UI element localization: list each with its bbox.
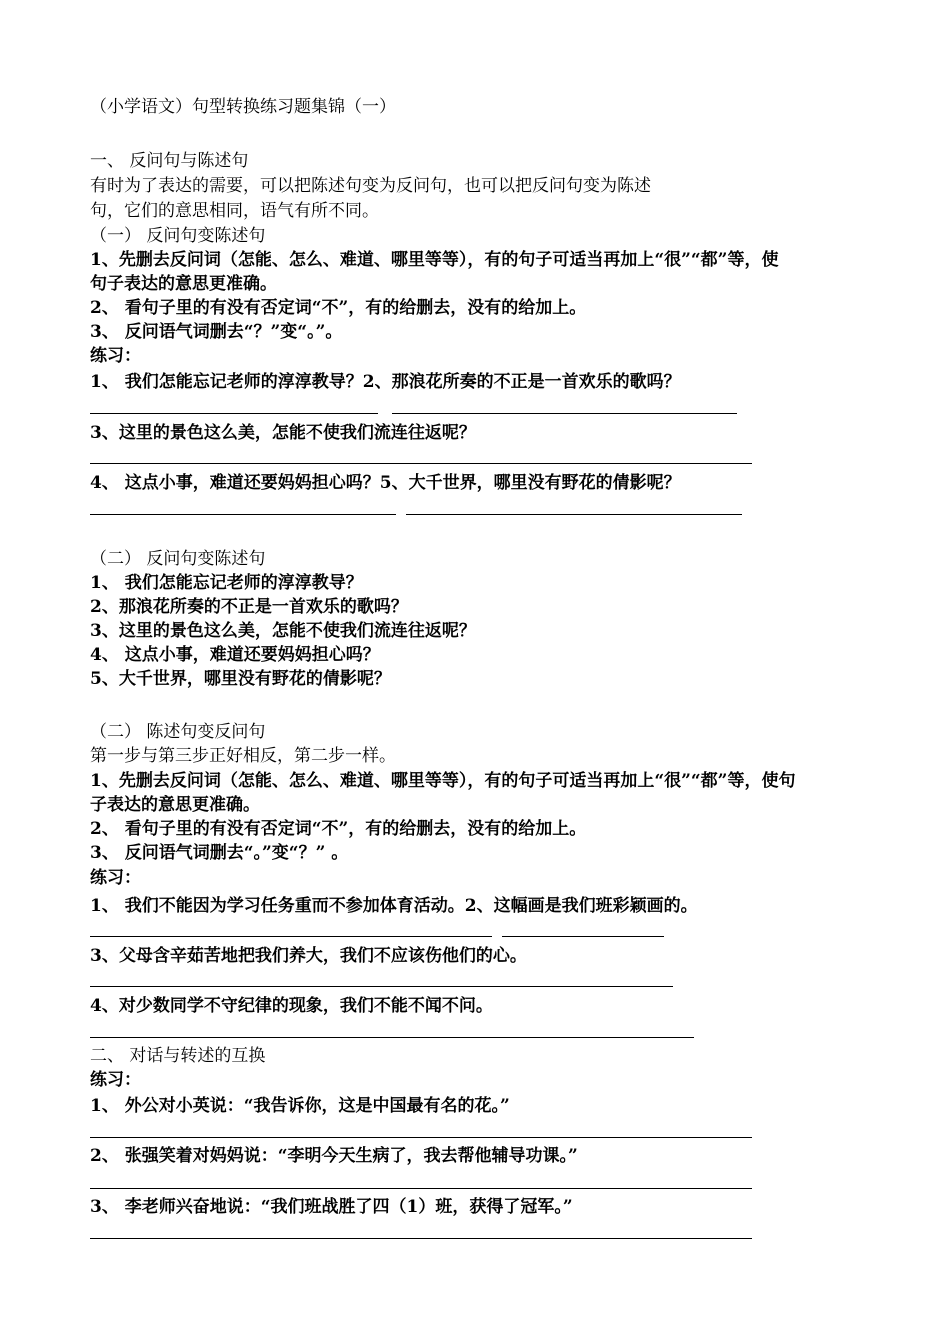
dialogue-exercise-1: 1、 外公对小英说：“我告诉你，这是中国最有名的花。”: [90, 1096, 510, 1116]
document-title: （小学语文）句型转换练习题集锦（一）: [90, 97, 396, 117]
answer-line: [406, 514, 742, 515]
practice-label: 练习：: [90, 868, 141, 888]
rule-2: 2、 看句子里的有没有否定词“不”，有的给删去，没有的给加上。: [90, 819, 587, 839]
dialogue-exercise-2: 2、 张强笑着对妈妈说：“李明今天生病了，我去帮他辅导功课。”: [90, 1146, 578, 1166]
intro-line-1: 有时为了表达的需要，可以把陈述句变为反问句，也可以把反问句变为陈述: [90, 176, 651, 196]
exercise-1-2: 1、 我们怎能忘记老师的淳淳教导？2、那浪花所奏的不正是一首欢乐的歌吗？: [90, 372, 681, 392]
rule-3: 3、 反问语气词删去“？”变“。”。: [90, 322, 343, 342]
exercise-4-5: 4、 这点小事，难道还要妈妈担心吗？5、大千世界，哪里没有野花的倩影呢？: [90, 473, 681, 493]
answer-line: [90, 413, 378, 414]
answer-line: [90, 1188, 752, 1189]
rule-2: 2、 看句子里的有没有否定词“不”，有的给删去，没有的给加上。: [90, 298, 587, 318]
subsection-2-heading: （二） 反问句变陈述句: [90, 549, 266, 569]
rule-1-line-2: 子表达的意思更准确。: [90, 795, 260, 815]
answer-line: [90, 1137, 752, 1138]
answer-line: [90, 986, 673, 987]
section-1-heading: 一、 反问句与陈述句: [90, 151, 249, 171]
answer-line: [90, 1238, 752, 1239]
step-note: 第一步与第三步正好相反，第二步一样。: [90, 746, 396, 766]
practice-label: 练习：: [90, 346, 141, 366]
rule-1-line-1: 1、先删去反问词（怎能、怎么、难道、哪里等等），有的句子可适当再加上“很”“都”等，使句: [90, 771, 796, 791]
list-item: 5、大千世界，哪里没有野花的倩影呢？: [90, 669, 391, 689]
dialogue-exercise-3: 3、 李老师兴奋地说：“我们班战胜了四（1）班，获得了冠军。”: [90, 1197, 573, 1217]
answer-line: [90, 514, 396, 515]
answer-line: [502, 936, 664, 937]
rule-3: 3、 反问语气词删去“。”变“？” 。: [90, 843, 349, 863]
exercise-3: 3、这里的景色这么美，怎能不使我们流连往返呢？: [90, 423, 476, 443]
list-item: 3、这里的景色这么美，怎能不使我们流连往返呢？: [90, 621, 476, 641]
list-item: 1、 我们怎能忘记老师的淳淳教导？: [90, 573, 363, 593]
answer-line: [90, 936, 492, 937]
list-item: 2、那浪花所奏的不正是一首欢乐的歌吗？: [90, 597, 408, 617]
answer-line: [90, 1037, 694, 1038]
rule-1-line-2: 句子表达的意思更准确。: [90, 274, 277, 294]
exercise-3: 3、父母含辛茹苦地把我们养大，我们不应该伤他们的心。: [90, 946, 527, 966]
answer-line: [392, 413, 737, 414]
exercise-4: 4、对少数同学不守纪律的现象，我们不能不闻不问。: [90, 996, 493, 1016]
exercise-1-2: 1、 我们不能因为学习任务重而不参加体育活动。2、这幅画是我们班彩颖画的。: [90, 896, 698, 916]
practice-label: 练习：: [90, 1070, 141, 1090]
intro-line-2: 句，它们的意思相同，语气有所不同。: [90, 201, 379, 221]
answer-line: [90, 463, 752, 464]
list-item: 4、 这点小事，难道还要妈妈担心吗？: [90, 645, 380, 665]
subsection-1-heading: （一） 反问句变陈述句: [90, 226, 266, 246]
subsection-3-heading: （二） 陈述句变反问句: [90, 722, 266, 742]
rule-1-line-1: 1、先删去反问词（怎能、怎么、难道、哪里等等），有的句子可适当再加上“很”“都”等，使: [90, 250, 779, 270]
section-2-heading: 二、 对话与转述的互换: [90, 1046, 266, 1066]
